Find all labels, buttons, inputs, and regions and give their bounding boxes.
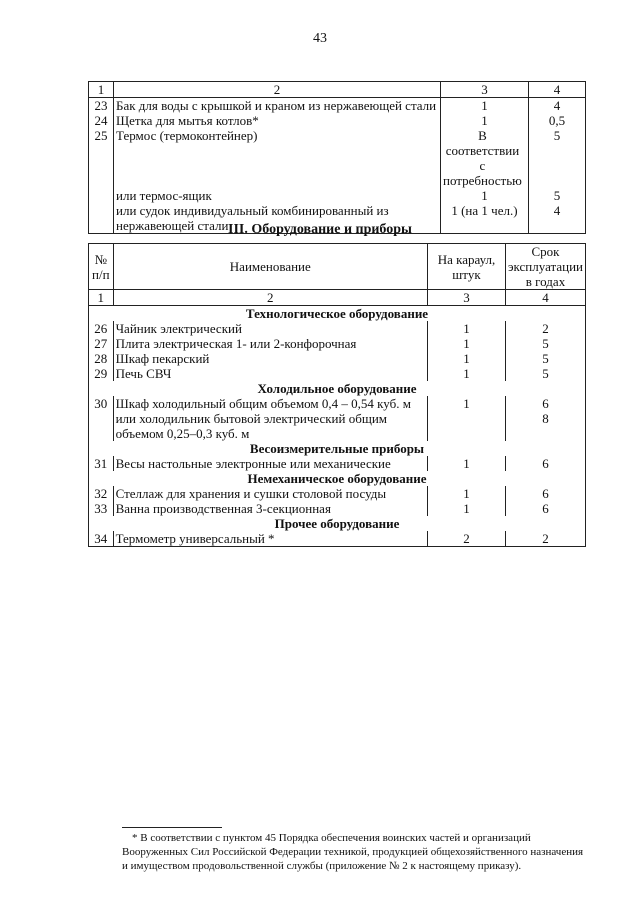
row-qty: 1 [441, 188, 529, 203]
table-row [89, 128, 586, 188]
row-name: Шкаф пекарский [113, 351, 427, 366]
table-row [89, 411, 586, 441]
table-row [89, 351, 586, 366]
row-name: или термос-ящик [114, 188, 441, 203]
row-name: Чайник электрический [113, 321, 427, 336]
group-title-row [89, 306, 586, 322]
table-row [89, 98, 586, 114]
row-num: 29 [89, 366, 114, 381]
group-title: Весоизмерительные приборы [89, 441, 586, 456]
row-qty: 1 [427, 501, 505, 516]
row-name: Стеллаж для хранения и сушки столовой посуды [113, 486, 427, 501]
row-num: 24 [89, 113, 114, 128]
col-number-1: 1 [89, 290, 114, 306]
footnote-divider [122, 827, 222, 828]
row-name: Весы настольные электронные или механические [113, 456, 427, 471]
row-qty: 1 [427, 486, 505, 501]
row-name: Ванна производственная 3-секционная [113, 501, 427, 516]
table-row [89, 321, 586, 336]
row-name: или холодильник бытовой электрический общим объемом 0,25–0,3 куб. м [113, 411, 427, 441]
row-name: Бак для воды с крышкой и краном из нержавеющей стали [114, 98, 441, 114]
row-term: 5 [505, 336, 585, 351]
table-header-row [89, 244, 586, 290]
row-term: 2 [505, 321, 585, 336]
row-num: 25 [89, 128, 114, 188]
col-number-2: 2 [113, 290, 427, 306]
table-row [89, 486, 586, 501]
row-term: 6 [505, 486, 585, 501]
row-qty: 1 [441, 113, 529, 128]
row-num: 32 [89, 486, 114, 501]
row-qty: 1 [427, 456, 505, 471]
row-qty: 1 [441, 98, 529, 114]
row-num: 27 [89, 336, 114, 351]
row-name: или судок индивидуальный комбинированный из нержавеющей стали [114, 203, 441, 234]
row-qty: 1 [427, 366, 505, 381]
column-number-row [89, 290, 586, 306]
row-term: 0,5 [528, 113, 585, 128]
row-qty: 1 [427, 396, 505, 411]
row-term: 4 [528, 98, 585, 114]
row-num: 33 [89, 501, 114, 516]
header-name: Наименование [113, 244, 427, 290]
table-row [89, 396, 586, 411]
row-num: 34 [89, 531, 114, 547]
group-title-row [89, 381, 586, 396]
row-term: 6 [505, 456, 585, 471]
row-term: 6 [505, 501, 585, 516]
row-qty: 1 (на 1 чел.) [441, 203, 529, 234]
group-title-row [89, 516, 586, 531]
table-row [89, 336, 586, 351]
col-number-3: 3 [441, 82, 529, 98]
row-term: 8 [505, 411, 585, 441]
table-row [89, 531, 586, 547]
row-num: 28 [89, 351, 114, 366]
row-name: Термометр универсальный * [113, 531, 427, 547]
group-title-row [89, 471, 586, 486]
col-number-2: 2 [114, 82, 441, 98]
group-title: Технологическое оборудование [89, 306, 586, 322]
row-num: 23 [89, 98, 114, 114]
row-term: 5 [505, 351, 585, 366]
row-num: 26 [89, 321, 114, 336]
row-qty: 2 [427, 531, 505, 547]
row-num: 30 [89, 396, 114, 411]
table-row [89, 456, 586, 471]
row-name: Шкаф холодильный общим объемом 0,4 – 0,54 куб. м [113, 396, 427, 411]
section-title: III. Оборудование и приборы [228, 222, 412, 237]
row-name: Плита электрическая 1- или 2-конфорочная [113, 336, 427, 351]
table-continuation [88, 81, 586, 234]
row-term: 5 [528, 188, 585, 203]
row-term: 6 [505, 396, 585, 411]
row-qty: В соответствии с потребностью [441, 128, 529, 188]
row-term: 4 [528, 203, 585, 234]
table-row [89, 501, 586, 516]
page-number: 43 [313, 31, 327, 46]
row-qty [427, 411, 505, 441]
row-name: Термос (термоконтейнер) [114, 128, 441, 188]
table-row [89, 366, 586, 381]
col-number-1: 1 [89, 82, 114, 98]
equipment-table [88, 243, 586, 547]
group-title: Прочее оборудование [89, 516, 586, 531]
row-num [89, 411, 114, 441]
table-header-row [89, 82, 586, 98]
row-qty: 1 [427, 351, 505, 366]
group-title: Немеханическое оборудование [89, 471, 586, 486]
col-number-4: 4 [528, 82, 585, 98]
row-qty: 1 [427, 336, 505, 351]
group-title-row [89, 441, 586, 456]
header-num: № п/п [89, 244, 114, 290]
row-term: 5 [528, 128, 585, 188]
header-term: Срок эксплуатации в годах [505, 244, 585, 290]
col-number-3: 3 [427, 290, 505, 306]
table-row [89, 113, 586, 128]
row-name: Щетка для мытья котлов* [114, 113, 441, 128]
row-term: 2 [505, 531, 585, 547]
col-number-4: 4 [505, 290, 585, 306]
row-name: Печь СВЧ [113, 366, 427, 381]
row-num: 31 [89, 456, 114, 471]
row-qty: 1 [427, 321, 505, 336]
header-qty: На караул, штук [427, 244, 505, 290]
footnote: * В соответствии с пунктом 45 Порядка обеспечения воинских частей и организаций Вооруженных Сил Российской Федерации техникой, продукцией общехозяйственного назначения и имуществом продовольственной службы (приложение № 2 к настоящему приказу). [122, 832, 584, 872]
group-title: Холодильное оборудование [89, 381, 586, 396]
table-row [89, 188, 586, 203]
row-term: 5 [505, 366, 585, 381]
row-num [89, 188, 114, 203]
